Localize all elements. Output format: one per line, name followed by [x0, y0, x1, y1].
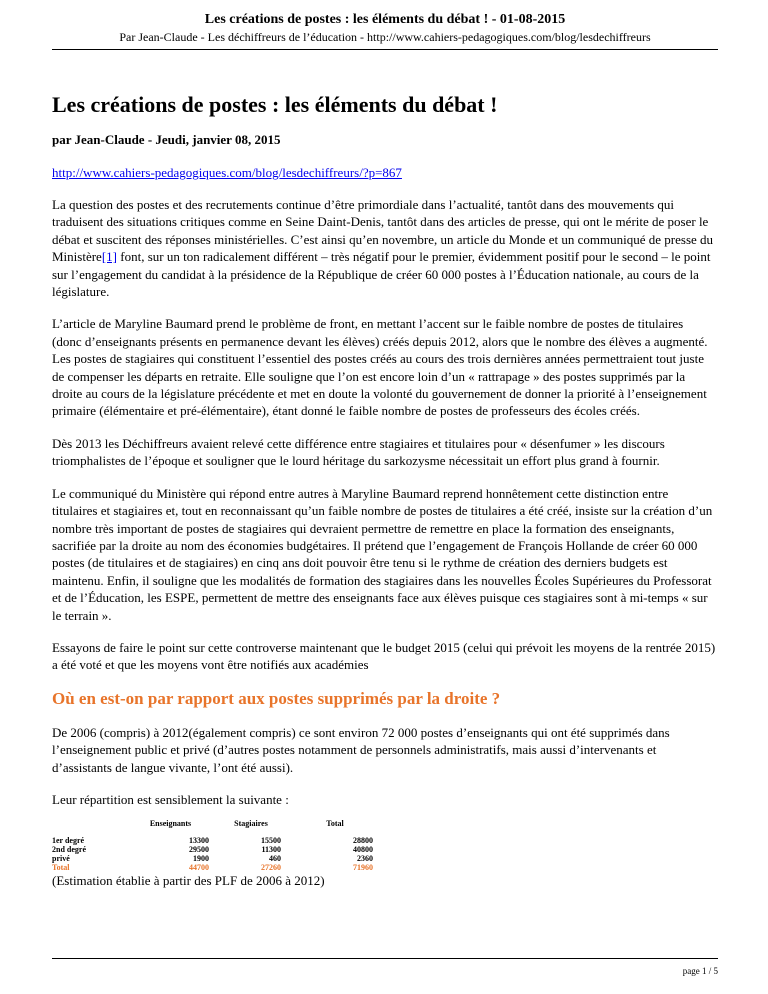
- article-title: Les créations de postes : les éléments du débat !: [52, 92, 498, 117]
- table-cell: 1er degré: [52, 836, 85, 846]
- table-cell: 460: [269, 854, 281, 864]
- paragraph-5: Essayons de faire le point sur cette controverse maintenant que le budget 2015 (celui qui prévoit les moyens de la rentrée 2015) a été voté et que les moyens vont être notifiés aux académies: [52, 639, 716, 673]
- header-subtitle: Par Jean-Claude - Les déchiffreurs de l’éducation - http://www.cahiers-pedagogiques.com/blog/lesdechiffreurs: [119, 30, 651, 44]
- table-header-cell: Enseignants: [149, 819, 192, 829]
- table-cell: 71960: [353, 863, 373, 873]
- section-title: Où en est-on par rapport aux postes supprimés par la droite ?: [52, 688, 501, 708]
- footer-divider: [52, 958, 718, 959]
- table-cell: 13300: [189, 836, 209, 846]
- header-divider: [52, 49, 718, 50]
- paragraph-1-text-a: La question des postes et des recrutements continue d’être primordiale dans l’actualité, tantôt dans des mouvements qui traduisent des situations critiques comme en Seine Daint-Denis, tantôt dans des articles de presse, qui ont le mérite de poser le débat et suscitent des réponses ministérielles. C’est ainsi qu’en novembre, un article du Monde et un communiqué de presse du Ministère: [52, 197, 714, 265]
- permalink-line: [52, 165, 716, 181]
- paragraph-3: Dès 2013 les Déchiffreurs avaient relevé cette différence entre stagiaires et titulaires pour « désenfumer » les discours triomphalistes de l’époque et souligner que le lourd héritage du sarkozysme nécessitait un effort plus grand à fournir.: [52, 435, 665, 469]
- page-header: [52, 11, 718, 45]
- table-header-row: [52, 819, 383, 836]
- table-cell: 1900: [193, 854, 209, 864]
- table-cell: 40800: [353, 845, 373, 855]
- paragraph-1-text-b: font, sur un ton radicalement différent – très négatif pour le premier, évidemment positif pour le second – le point sur l’engagement du candidat à la présidence de la République de créer 60 000 postes à l’Éducation nationale, au cours de la législature.: [52, 249, 711, 300]
- table-cell: 27260: [261, 863, 281, 873]
- article-byline: par Jean-Claude - Jeudi, janvier 08, 2015: [52, 132, 281, 147]
- table-row: [52, 845, 383, 854]
- page-number: page 1 / 5: [682, 966, 718, 976]
- table-cell: privé: [52, 854, 70, 864]
- table-cell: 29500: [189, 845, 209, 855]
- table-cell: 44700: [189, 863, 209, 873]
- footnote-link[interactable]: [1]: [101, 249, 117, 265]
- table-cell: 11300: [261, 845, 281, 855]
- table-cell: 28800: [353, 836, 373, 846]
- permalink-link[interactable]: http://www.cahiers-pedagogiques.com/blog/lesdechiffreurs/?p=867: [52, 165, 402, 180]
- paragraph-6: De 2006 (compris) à 2012(également compris) ce sont environ 72 000 postes d’enseignants qui ont été supprimés dans l’enseignement public et privé (d’autres postes notamment de personnels administratifs, mais aussi d’intervenants et d’assistants de langue vivante, l’ont été aussi).: [52, 724, 670, 775]
- stats-table: [52, 819, 383, 872]
- paragraph-2: L’article de Maryline Baumard prend le problème de front, en mettant l’accent sur le faible nombre de postes de titulaires (donc d’enseignants présents en permanence devant les élèves) créés depuis 2012, alors que le nombre des élèves a augmenté. Les postes de stagiaires qui constituent l’essentiel des postes créés au cours des trois dernières années permettraient tout juste de compenser les départs en retraite. Elle souligne que l’on est encore loin d’un « rattrapage » des postes supprimés par la droite au cours de la législature précédente et met en doute la volonté du gouvernement de donner la priorité à l’enseignement primaire (élémentaire et pré-élémentaire), étant donné le faible nombre de postes de professeurs des écoles créés.: [52, 316, 708, 419]
- table-cell: 2360: [357, 854, 373, 864]
- table-cell: 15500: [261, 836, 281, 846]
- paragraph-7: Leur répartition est sensiblement la suivante :: [52, 791, 289, 807]
- table-total-row: [52, 863, 383, 872]
- table-row: [52, 836, 383, 845]
- table-cell: 2nd degré: [52, 845, 86, 855]
- table-header-cell: Stagiaires: [234, 819, 268, 829]
- table-row: [52, 854, 383, 863]
- paragraph-4: Le communiqué du Ministère qui répond entre autres à Maryline Baumard reprend honnêtement cette distinction entre titulaires et stagiaires et, tout en reconnaissant qu’un faible nombre de postes de titulaires a été créé, insiste sur la création d’un nombre très important de postes de stagiaires qui devraient permettre de remettre en place la formation des enseignants, sacrifiée par la droite au nom des économies budgétaires. Il prétend que l’engagement de François Hollande de créer 60 000 postes (de titulaires et de stagiaires) en cinq ans doit pouvoir être tenu si le rythme de création des derniers budgets est maintenu. Enfin, il souligne que les modalités de formation des stagiaires dans les nouvelles Écoles Supérieures du Professorat et de l’Éducation, les ESPE, permettent de mettre des enseignants face aux élèves puisque ces stagiaires sont à mi-temps « sur le terrain ».: [52, 485, 713, 623]
- article: [52, 92, 716, 889]
- paragraph-1: [52, 196, 716, 300]
- table-header-cell: [52, 819, 126, 836]
- header-title: Les créations de postes : les éléments du débat ! - 01-08-2015: [204, 12, 566, 27]
- table-header-cell: Total: [326, 819, 344, 829]
- table-caption: (Estimation établie à partir des PLF de 2006 à 2012): [52, 873, 325, 889]
- table-cell: Total: [52, 863, 70, 873]
